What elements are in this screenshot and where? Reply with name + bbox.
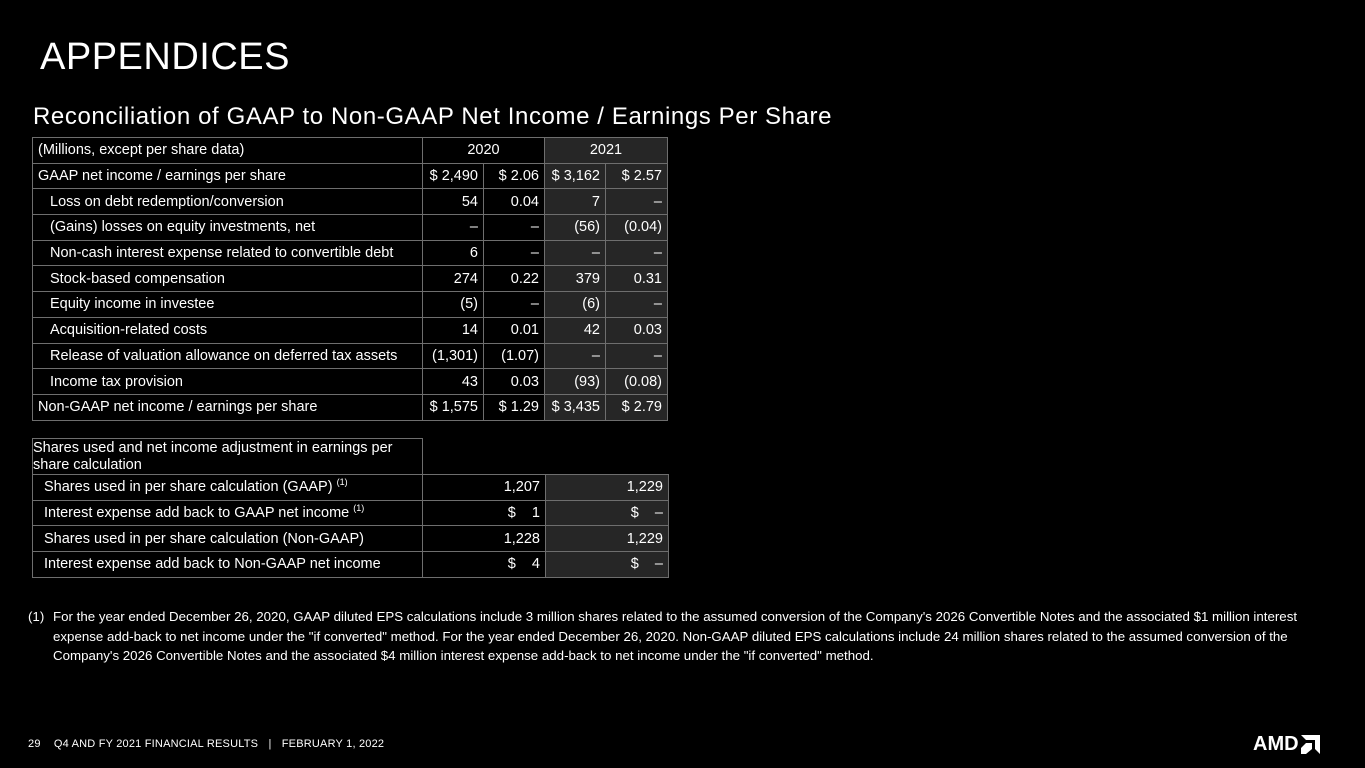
cell-2021-income: (6) (545, 292, 606, 318)
table-row (33, 317, 668, 343)
cell-2021: 1,229 (546, 526, 669, 552)
section-subtitle: Reconciliation of GAAP to Non-GAAP Net Income / Earnings Per Share (33, 103, 833, 130)
cell-2021-income: 7 (545, 189, 606, 215)
row-label: Release of valuation allowance on deferred tax assets (33, 343, 423, 369)
row-label (33, 500, 423, 526)
footer-title: Q4 AND FY 2021 FINANCIAL RESULTS (53, 738, 259, 750)
cell-2021-income: 42 (545, 317, 606, 343)
empty-cell (546, 439, 669, 475)
shares-table (32, 438, 669, 578)
table-row (33, 500, 669, 526)
cell-2020-income: 54 (423, 189, 484, 215)
cell-2020-income: $ 2,490 (423, 163, 484, 189)
row-label (33, 526, 423, 552)
reconciliation-table (32, 137, 668, 421)
cell-2021-income: – (545, 240, 606, 266)
table-row (33, 240, 668, 266)
table-row (33, 292, 668, 318)
cell-2021: $ – (546, 500, 669, 526)
cell-2021-eps: – (606, 292, 668, 318)
table-row (33, 475, 669, 501)
cell-2020-eps: 0.01 (484, 317, 545, 343)
cell-2020-eps: (1.07) (484, 343, 545, 369)
table-row (33, 343, 668, 369)
cell-2020: 1,228 (423, 526, 546, 552)
cell-2021-eps: $ 2.79 (606, 394, 668, 420)
cell-2021-income: $ 3,162 (545, 163, 606, 189)
row-label: Stock-based compensation (33, 266, 423, 292)
cell-2020-eps: 0.04 (484, 189, 545, 215)
cell-2021: 1,229 (546, 475, 669, 501)
cell-2021-income: – (545, 343, 606, 369)
cell-2020-eps: – (484, 240, 545, 266)
footnote-ref: (1) (336, 477, 348, 488)
table-row (33, 215, 668, 241)
table-row (33, 163, 668, 189)
footnote (28, 607, 1338, 666)
cell-2020-income: 43 (423, 369, 484, 395)
cell-2020: $ 4 (423, 552, 546, 578)
row-label: Non-GAAP net income / earnings per share (33, 394, 423, 420)
cell-2020: 1,207 (423, 475, 546, 501)
cell-2021-eps: – (606, 189, 668, 215)
row-label: Income tax provision (33, 369, 423, 395)
page-title: APPENDICES (40, 36, 290, 78)
cell-2021-eps: 0.31 (606, 266, 668, 292)
row-label: Equity income in investee (33, 292, 423, 318)
table-header-row (33, 138, 668, 164)
cell-2020-eps: – (484, 215, 545, 241)
cell-2021-eps: (0.04) (606, 215, 668, 241)
table-header-row (33, 439, 669, 475)
cell-2020-income: (5) (423, 292, 484, 318)
cell-2021-income: (56) (545, 215, 606, 241)
page-number: 29 (28, 738, 41, 750)
cell-2021-income: (93) (545, 369, 606, 395)
cell-2021-eps: $ 2.57 (606, 163, 668, 189)
cell-2020-eps: 0.03 (484, 369, 545, 395)
cell-2020-eps: $ 2.06 (484, 163, 545, 189)
column-header-label: (Millions, except per share data) (33, 138, 423, 164)
footnote-ref: (1) (353, 503, 365, 514)
cell-2020-income: 14 (423, 317, 484, 343)
footnote-text: For the year ended December 26, 2020, GAAP diluted EPS calculations include 3 million shares related to the assumed conversion of the Company's 2026 Convertible Notes and the associated $1 million interest expense add-back to net income under the "if converted" method. For the year ended December 26, 2020. Non-GAAP diluted EPS calculations include 24 million shares related to the assumed conversion of the Company's 2026 Convertible Notes and the associated $4 million interest expense add-back to net income under the "if converted" method. (53, 609, 1298, 664)
column-header-2020: 2020 (423, 138, 545, 164)
amd-arrow-icon (1301, 735, 1320, 754)
empty-cell (423, 439, 546, 475)
cell-2020-income: – (423, 215, 484, 241)
column-header-2021: 2021 (545, 138, 668, 164)
table-row (33, 394, 668, 420)
cell-2020-income: $ 1,575 (423, 394, 484, 420)
footer-separator: | (268, 738, 272, 750)
row-label: Loss on debt redemption/conversion (33, 189, 423, 215)
cell-2020-eps: 0.22 (484, 266, 545, 292)
row-label-text: Interest expense add back to Non-GAAP net income (44, 556, 381, 573)
cell-2021-eps: (0.08) (606, 369, 668, 395)
row-label-text: Shares used in per share calculation (Non-GAAP) (44, 530, 364, 547)
row-label-text: Shares used in per share calculation (GAAP) (44, 479, 333, 496)
cell-2021-eps: 0.03 (606, 317, 668, 343)
row-label: Non-cash interest expense related to convertible debt (33, 240, 423, 266)
cell-2020-income: (1,301) (423, 343, 484, 369)
row-label: (Gains) losses on equity investments, net (33, 215, 423, 241)
row-label (33, 552, 423, 578)
shares-table-header: Shares used and net income adjustment in earnings per share calculation (33, 439, 423, 475)
slide-footer (28, 738, 384, 750)
cell-2020-eps: – (484, 292, 545, 318)
row-label (33, 475, 423, 501)
amd-logo-text: AMD (1253, 733, 1299, 755)
cell-2021-eps: – (606, 343, 668, 369)
row-label: GAAP net income / earnings per share (33, 163, 423, 189)
table-row (33, 266, 668, 292)
table-row (33, 189, 668, 215)
cell-2021-income: 379 (545, 266, 606, 292)
amd-logo (1253, 733, 1320, 755)
table-row (33, 552, 669, 578)
cell-2021: $ – (546, 552, 669, 578)
cell-2020-eps: $ 1.29 (484, 394, 545, 420)
row-label: Acquisition-related costs (33, 317, 423, 343)
cell-2020-income: 6 (423, 240, 484, 266)
footnote-mark: (1) (28, 609, 45, 624)
cell-2021-income: $ 3,435 (545, 394, 606, 420)
cell-2020-income: 274 (423, 266, 484, 292)
table-row (33, 369, 668, 395)
cell-2021-eps: – (606, 240, 668, 266)
cell-2020: $ 1 (423, 500, 546, 526)
row-label-text: Interest expense add back to GAAP net income (44, 505, 350, 522)
footer-date: FEBRUARY 1, 2022 (281, 738, 385, 750)
table-row (33, 526, 669, 552)
